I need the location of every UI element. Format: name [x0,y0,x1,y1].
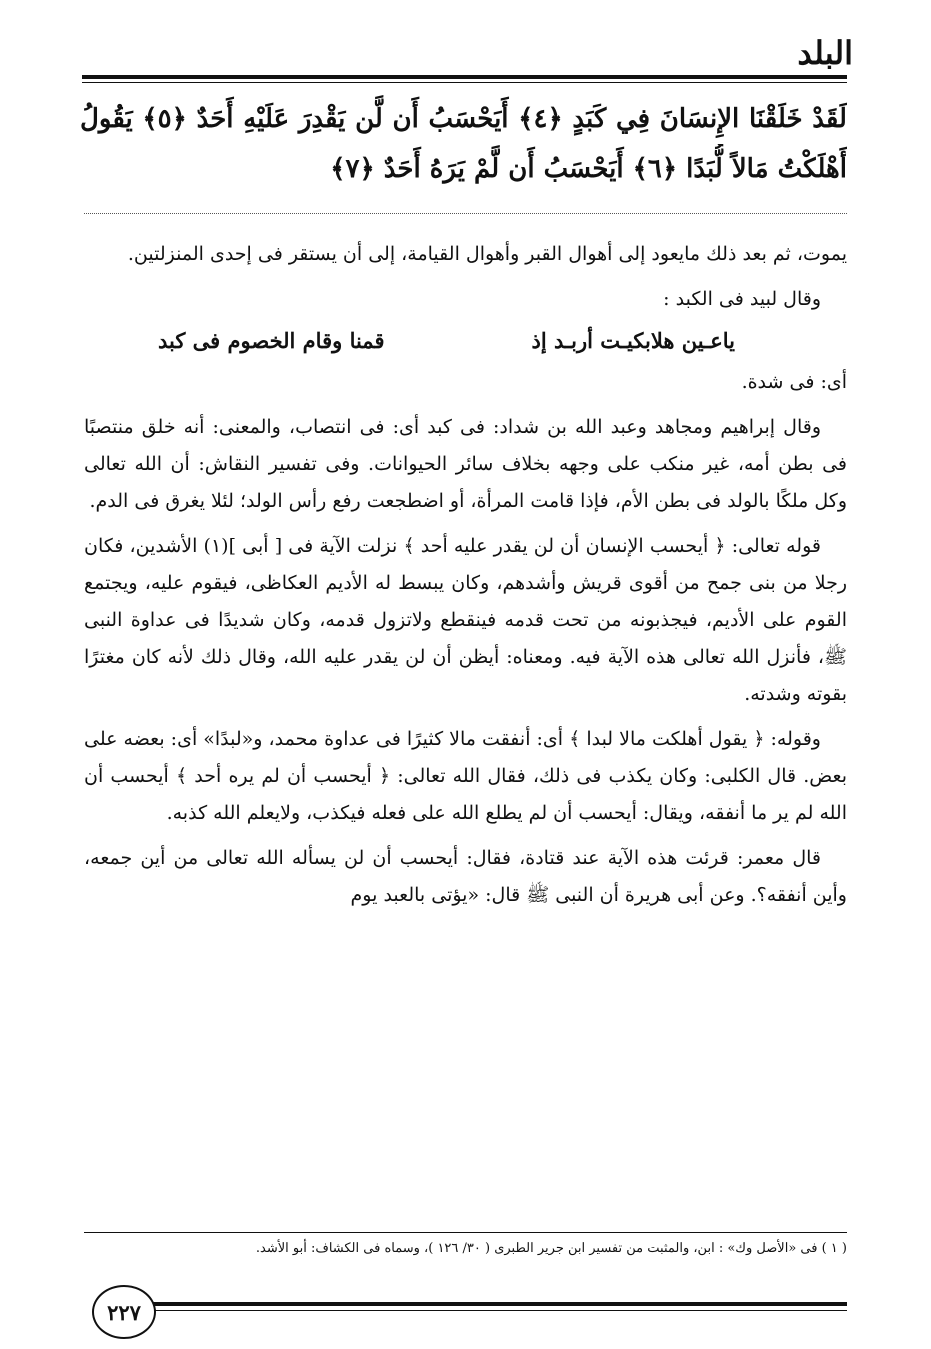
paragraph: وقال لبيد فى الكبد : [663,288,821,310]
poem-verse [84,318,847,364]
paragraph: أى: فى شدة. [741,371,847,393]
commentary-body [84,236,847,914]
verse-line: أَهْلَكْتُ مَالاً لُّبَدًا ﴿٦﴾ أَيَحْسَبُ أَن لَّمْ يَرَهُ أَحَدٌ ﴿٧﴾ [330,154,847,184]
verses-divider [84,213,847,214]
poem-first-hemistich: ياعـين هلابكيـت أربـد إذ [531,328,735,353]
header-rule-thin [82,82,847,83]
footnote: ( ١ ) فى «الأصل وك» : ابن، والمثبت من تفسير ابن جرير الطبرى ( ٣٠/ ١٢٦ )، وسماه فى الكشاف: أبو الأشد. [255,1241,847,1256]
header-rule [82,75,847,79]
footnote-rule [84,1232,847,1233]
page-number: ٢٢٧ [92,1285,156,1339]
surah-title: البلد [797,34,853,72]
poem-second-hemistich: قمنا وقام الخصوم فى كبد [158,328,385,353]
paragraph: قال معمر: قرئت هذه الآية عند قتادة، فقال: أيحسب أن لن يسأله الله تعالى من أين جمعه، وأين أنفقه؟. وعن أبى هريرة أن النبى ﷺ قال: «يؤتى بالعبد يوم [84,847,847,906]
paragraph: وقوله: ﴿ يقول أهلكت مالا لبدا ﴾ أى: أنفقت مالا كثيرًا فى عداوة محمد، و«لبدًا» أى: بعضه على بعض. قال الكلبى: وكان يكذب فى ذلك، فقال الله تعالى: ﴿ أيحسب أن لم يره أحد ﴾ أيحسب أن الله لم ير ما أنفقه، ويقال: أيحسب أن لم يطلع الله على فعله فيكذب، ولايعلم الله كذبه. [84,728,847,824]
footer-rule-thin [150,1310,847,1311]
paragraph: وقال إبراهيم ومجاهد وعبد الله بن شداد: فى كبد أى: فى انتصاب، والمعنى: أنه خلق منتصبًا فى بطن أمه، غير منكب على وجهه بخلاف سائر الحيوانات. وفى تفسير النقاش: أن الله تعالى وكل ملكًا بالولد فى بطن الأم، فإذا قامت المرأة، أو اضطجعت رفع رأس الولد؛ لئلا يغرق فى الدم. [84,416,847,512]
verse-line: لَقَدْ خَلَقْنَا الإِنسَانَ فِي كَبَدٍ ﴿٤﴾ أَيَحْسَبُ أَن لَّن يَقْدِرَ عَلَيْهِ أَحَدٌ ﴿٥﴾ يَقُولُ [80,104,847,134]
paragraph: يموت، ثم بعد ذلك مايعود إلى أهوال القبر وأهوال القيامة، إلى أن يستقر فى إحدى المنزلتين. [127,243,847,265]
quran-verses [80,94,847,194]
footer-rule [150,1302,847,1306]
paragraph: قوله تعالى: ﴿ أيحسب الإنسان أن لن يقدر عليه أحد ﴾ نزلت الآية فى [ أبى ](١) الأشدين، فكان رجلا من بنى جمح من أقوى قريش وأشدهم، وكان يبسط له الأديم العكاظى، فيقوم عليه، ويجتمع القوم على الأديم، فيجذبونه من تحت قدمه فينقطع ولاتزول قدمه، وكان شديدًا فى عداوة النبى ﷺ، فأنزل الله تعالى هذه الآية فيه. ومعناه: أيظن أن لن يقدر عليه الله، وقال ذلك لأنه كان مغترًا بقوته وشدته. [84,535,847,705]
